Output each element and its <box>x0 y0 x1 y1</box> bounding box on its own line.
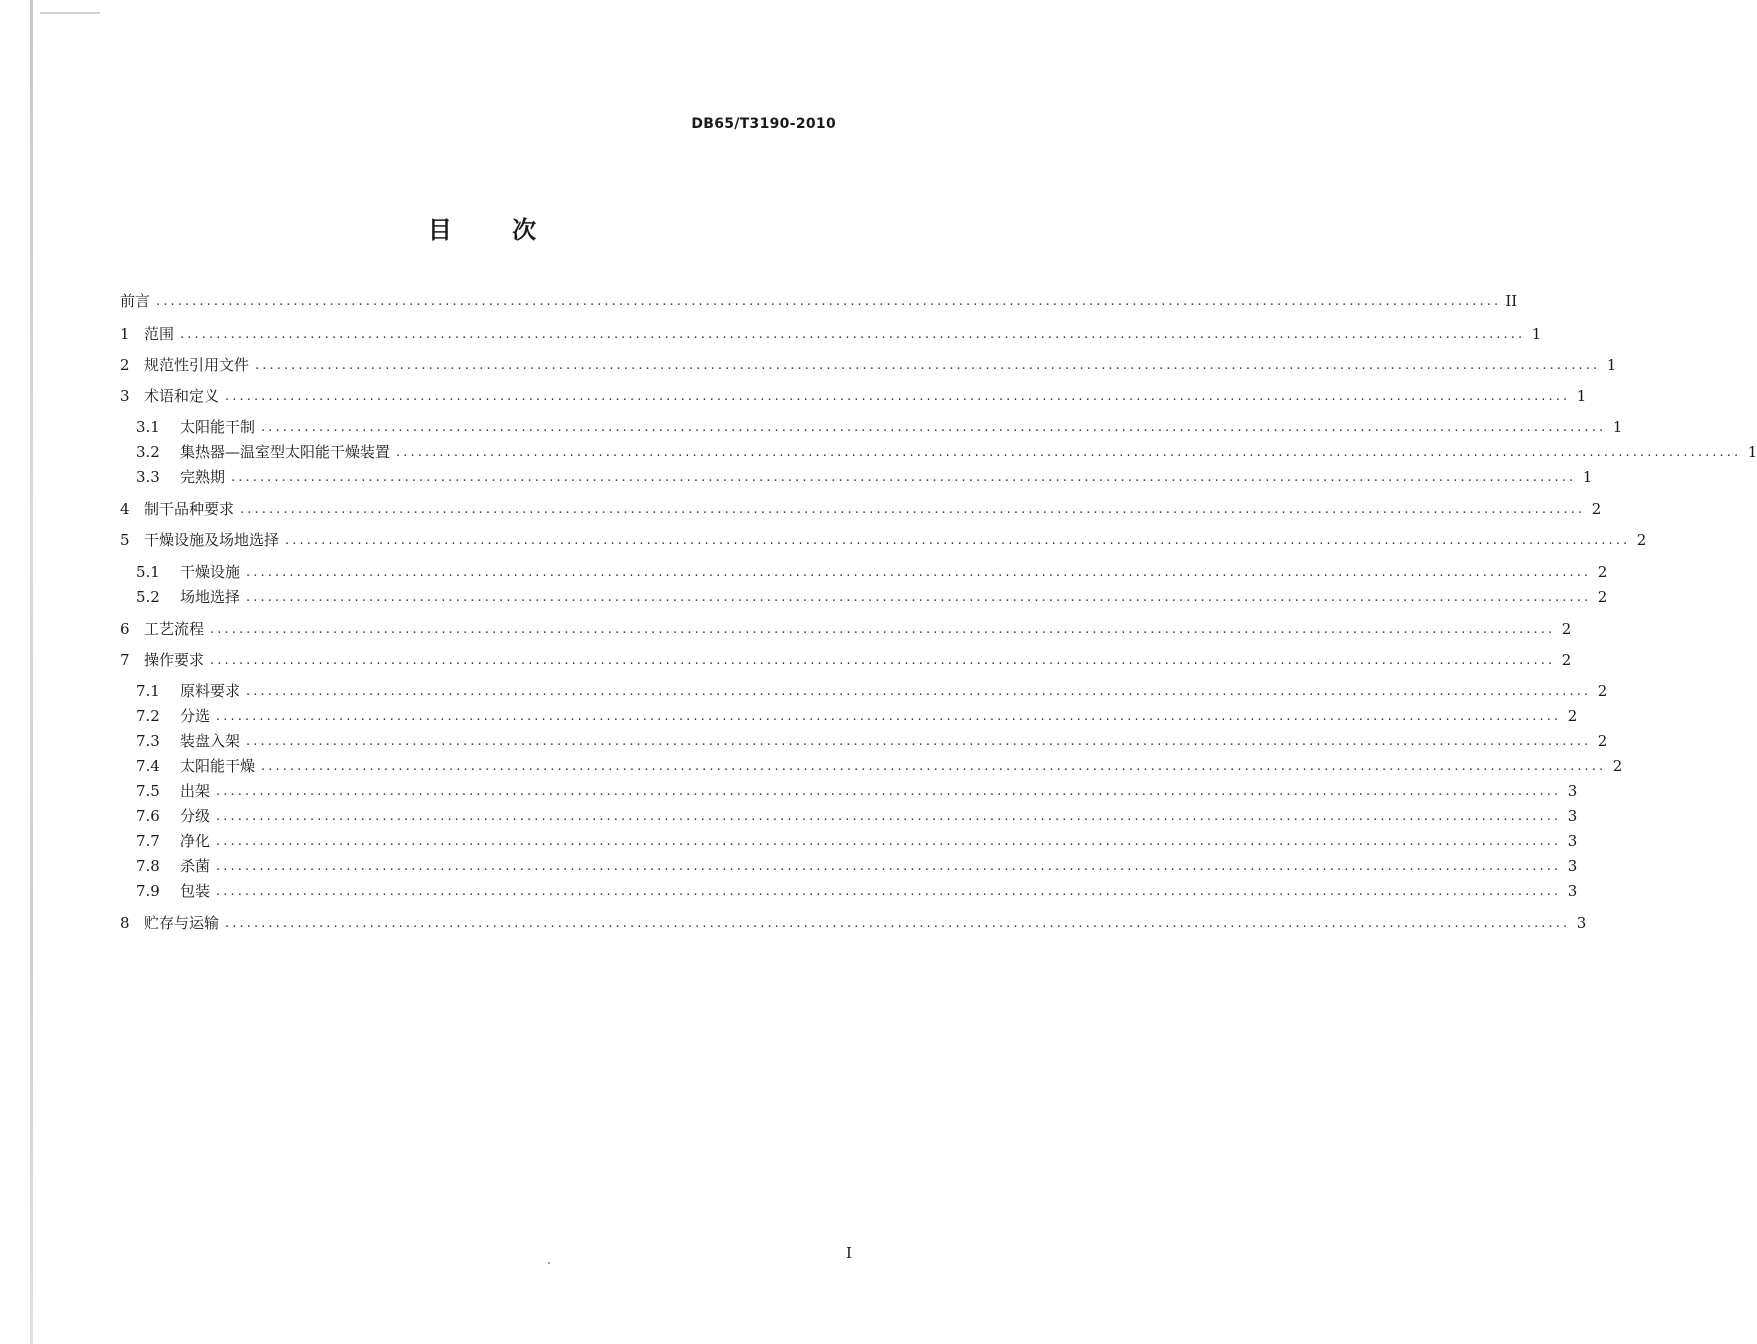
toc-entry-page: 3 <box>1576 914 1587 932</box>
toc-entry-label: 杀菌 <box>180 857 211 875</box>
toc-entry-7[interactable] <box>120 649 1572 671</box>
toc-entry-number: 8 <box>120 914 130 932</box>
toc-entry-page: 2 <box>1597 682 1608 700</box>
toc-entry-7-6[interactable] <box>136 805 1578 827</box>
toc-entry-number: 7.8 <box>136 857 160 875</box>
toc-leader: .......................................................................................................................................................................................... <box>216 709 1562 724</box>
toc-entry-8[interactable] <box>120 912 1587 934</box>
toc-entry-label: 干燥设施及场地选择 <box>144 531 280 549</box>
toc-entry-2[interactable] <box>120 354 1617 376</box>
toc-leader: .......................................................................................................................................................................................... <box>246 590 1592 605</box>
toc-leader: .......................................................................................................................................................................................... <box>216 884 1562 899</box>
toc-entry-1[interactable] <box>120 323 1542 345</box>
toc-entry-number: 3.1 <box>136 418 160 436</box>
toc-leader: .......................................................................................................................................................................................... <box>180 327 1526 342</box>
toc-entry-3[interactable] <box>120 385 1587 407</box>
scan-speck <box>548 1262 550 1264</box>
toc-leader: .......................................................................................................................................................................................... <box>261 420 1607 435</box>
toc-entry-5-1[interactable] <box>136 561 1608 583</box>
toc-leader: .......................................................................................................................................................................................... <box>156 294 1502 309</box>
toc-entry-page: II <box>1505 292 1518 310</box>
toc-entry-number: 7.2 <box>136 707 160 725</box>
toc-entry-page: 2 <box>1561 620 1572 638</box>
toc-entry-page: 3 <box>1567 832 1578 850</box>
toc-entry-7-2[interactable] <box>136 705 1578 727</box>
toc-entry-label: 制干品种要求 <box>144 500 235 518</box>
toc-entry-number: 3.3 <box>136 468 160 486</box>
toc-leader: .......................................................................................................................................................................................... <box>231 470 1577 485</box>
toc-entry-number: 1 <box>120 325 130 343</box>
toc-entry-foreword[interactable] <box>120 290 1518 312</box>
toc-entry-label: 前言 <box>120 292 151 310</box>
toc-entry-page: 3 <box>1567 857 1578 875</box>
toc-leader: .......................................................................................................................................................................................... <box>246 565 1592 580</box>
toc-leader: .......................................................................................................................................................................................... <box>210 622 1556 637</box>
toc-leader: .......................................................................................................................................................................................... <box>285 533 1631 548</box>
toc-leader: .......................................................................................................................................................................................... <box>225 916 1571 931</box>
toc-entry-7-4[interactable] <box>136 755 1623 777</box>
toc-entry-page: 2 <box>1612 757 1623 775</box>
toc-entry-label: 出架 <box>180 782 211 800</box>
toc-entry-label: 太阳能干制 <box>180 418 256 436</box>
toc-entry-label: 分级 <box>180 807 211 825</box>
toc-entry-number: 3.2 <box>136 443 160 461</box>
toc-entry-number: 7.9 <box>136 882 160 900</box>
toc-entry-number: 7 <box>120 651 130 669</box>
toc-entry-label: 范围 <box>144 325 175 343</box>
toc-entry-number: 2 <box>120 356 130 374</box>
toc-entry-label: 完熟期 <box>180 468 226 486</box>
toc-entry-page: 2 <box>1567 707 1578 725</box>
toc-leader: .......................................................................................................................................................................................... <box>216 834 1562 849</box>
toc-leader: .......................................................................................................................................................................................... <box>246 684 1592 699</box>
toc-entry-number: 5.1 <box>136 563 160 581</box>
toc-entry-3-3[interactable] <box>136 466 1593 488</box>
toc-entry-label: 操作要求 <box>144 651 205 669</box>
toc-entry-page: 1 <box>1582 468 1593 486</box>
toc-entry-number: 6 <box>120 620 130 638</box>
toc-entry-label: 净化 <box>180 832 211 850</box>
toc-entry-number: 7.6 <box>136 807 160 825</box>
toc-entry-number: 7.5 <box>136 782 160 800</box>
toc-entry-page: 2 <box>1597 732 1608 750</box>
toc-entry-number: 7.4 <box>136 757 160 775</box>
page-number: I <box>846 1244 852 1262</box>
toc-entry-page: 1 <box>1576 387 1587 405</box>
toc-entry-label: 集热器—温室型太阳能干燥装置 <box>180 443 391 461</box>
toc-entry-label: 太阳能干燥 <box>180 757 256 775</box>
toc-entry-5[interactable] <box>120 529 1647 551</box>
toc-entry-page: 2 <box>1636 531 1647 549</box>
toc-entry-label: 术语和定义 <box>144 387 220 405</box>
toc-entry-number: 4 <box>120 500 130 518</box>
scan-edge-left <box>30 0 33 1344</box>
toc-leader: .......................................................................................................................................................................................... <box>210 653 1556 668</box>
toc-entry-3-1[interactable] <box>136 416 1623 438</box>
toc-title: 目 次 <box>427 216 563 244</box>
toc-entry-4[interactable] <box>120 498 1602 520</box>
toc-entry-page: 3 <box>1567 882 1578 900</box>
toc-entry-label: 场地选择 <box>180 588 241 606</box>
toc-entry-3-2[interactable] <box>136 441 1757 463</box>
toc-entry-page: 1 <box>1747 443 1757 461</box>
toc-entry-number: 7.7 <box>136 832 160 850</box>
toc-entry-label: 贮存与运输 <box>144 914 220 932</box>
toc-leader: .......................................................................................................................................................................................... <box>240 502 1586 517</box>
toc-entry-page: 3 <box>1567 807 1578 825</box>
toc-leader: .......................................................................................................................................................................................... <box>216 859 1562 874</box>
toc-entry-6[interactable] <box>120 618 1572 640</box>
toc-entry-page: 2 <box>1591 500 1602 518</box>
toc-leader: .......................................................................................................................................................................................... <box>216 809 1562 824</box>
toc-entry-7-9[interactable] <box>136 880 1578 902</box>
toc-entry-number: 7.1 <box>136 682 160 700</box>
toc-entry-number: 5.2 <box>136 588 160 606</box>
toc-entry-7-1[interactable] <box>136 680 1608 702</box>
toc-entry-page: 1 <box>1606 356 1617 374</box>
toc-entry-page: 2 <box>1597 588 1608 606</box>
toc-entry-5-2[interactable] <box>136 586 1608 608</box>
toc-leader: .......................................................................................................................................................................................... <box>261 759 1607 774</box>
toc-leader: .......................................................................................................................................................................................... <box>255 358 1601 373</box>
toc-leader: .......................................................................................................................................................................................... <box>396 445 1742 460</box>
toc-entry-page: 1 <box>1612 418 1623 436</box>
toc-entry-page: 3 <box>1567 782 1578 800</box>
toc-entry-page: 1 <box>1531 325 1542 343</box>
toc-leader: .......................................................................................................................................................................................... <box>246 734 1592 749</box>
toc-entry-label: 装盘入架 <box>180 732 241 750</box>
toc-entry-label: 包装 <box>180 882 211 900</box>
toc-entry-number: 7.3 <box>136 732 160 750</box>
toc-leader: .......................................................................................................................................................................................... <box>225 389 1571 404</box>
toc-entry-7-3[interactable] <box>136 730 1608 752</box>
toc-entry-label: 规范性引用文件 <box>144 356 250 374</box>
toc-entry-label: 原料要求 <box>180 682 241 700</box>
toc-entry-7-5[interactable] <box>136 780 1578 802</box>
toc-entry-7-8[interactable] <box>136 855 1578 877</box>
toc-entry-page: 2 <box>1561 651 1572 669</box>
toc-entry-7-7[interactable] <box>136 830 1578 852</box>
toc-leader: .......................................................................................................................................................................................... <box>216 784 1562 799</box>
toc-entry-page: 2 <box>1597 563 1608 581</box>
toc-entry-label: 分选 <box>180 707 211 725</box>
toc-entry-number: 5 <box>120 531 130 549</box>
toc-entry-label: 工艺流程 <box>144 620 205 638</box>
scan-edge-top <box>40 12 100 14</box>
document-code: DB65/T3190-2010 <box>691 116 836 132</box>
toc-entry-label: 干燥设施 <box>180 563 241 581</box>
toc-entry-number: 3 <box>120 387 130 405</box>
